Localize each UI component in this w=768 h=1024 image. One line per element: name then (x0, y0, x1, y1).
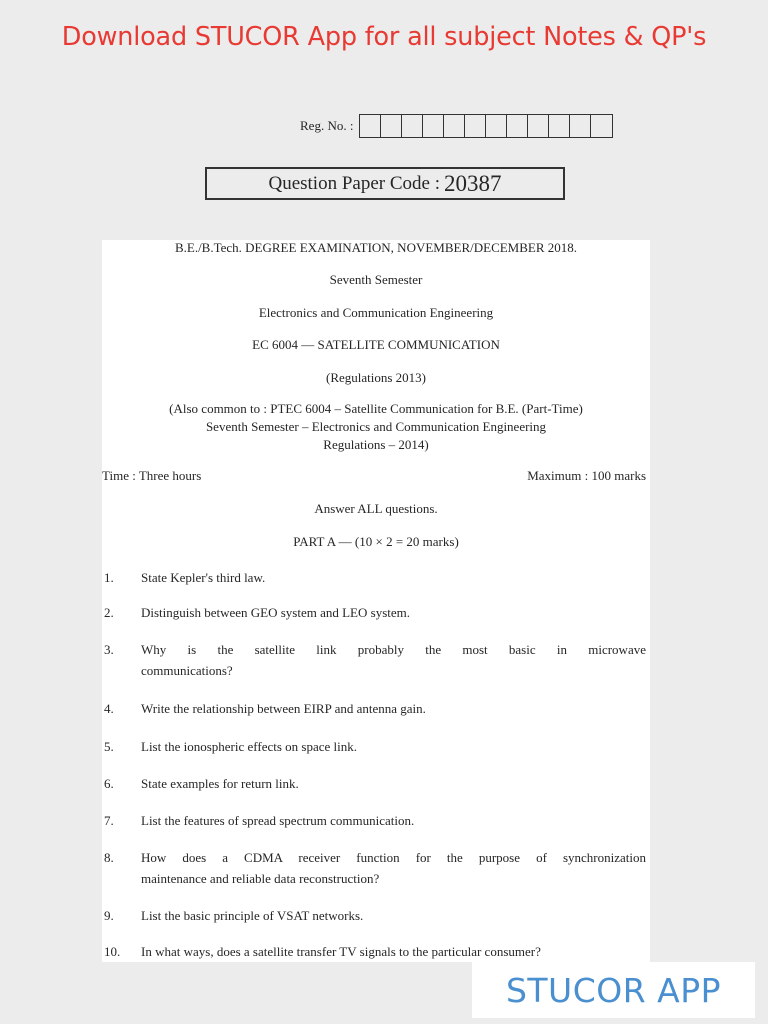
question-text: Distinguish between GEO system and LEO system. (141, 605, 410, 620)
question-number: 7. (104, 813, 114, 828)
part-a-heading: PART A — (10 × 2 = 20 marks) (293, 534, 459, 549)
reg-no-box (465, 115, 486, 137)
question-text: State Kepler's third law. (141, 570, 266, 585)
question-text: Write the relationship between EIRP and antenna gain. (141, 701, 426, 716)
question-text-line: Why is the satellite link probably the most basic in microwave (141, 642, 646, 657)
reg-no-box (402, 115, 423, 137)
question-number: 2. (104, 605, 114, 620)
reg-no-box (528, 115, 549, 137)
reg-no-box (360, 115, 381, 137)
reg-no-box (423, 115, 444, 137)
question-text: State examples for return link. (141, 776, 299, 791)
question-text-line: maintenance and reliable data reconstruction? (141, 871, 380, 886)
semester-line: Seventh Semester (329, 272, 423, 287)
time-label: Time : Three hours (102, 468, 202, 483)
reg-no-box (486, 115, 507, 137)
question-number: 6. (104, 776, 114, 791)
question-number: 5. (104, 739, 114, 754)
common-note-line-2: Seventh Semester – Electronics and Communication Engineering (205, 419, 547, 434)
question-text-line: How does a CDMA receiver function for the purpose of synchronization (141, 850, 646, 865)
reg-no-box (507, 115, 528, 137)
question-number: 4. (104, 701, 114, 716)
question-paper-code-label: Question Paper Code : (268, 172, 440, 194)
reg-no-box (381, 115, 402, 137)
question-number: 8. (104, 850, 114, 865)
exam-title: B.E./B.Tech. DEGREE EXAMINATION, NOVEMBER/DECEMBER 2018. (174, 240, 578, 255)
question-text: List the ionospheric effects on space link. (141, 739, 358, 754)
question-text: List the basic principle of VSAT networks. (141, 908, 364, 923)
question-text: List the features of spread spectrum communication. (141, 813, 415, 828)
subject-line: EC 6004 — SATELLITE COMMUNICATION (252, 337, 500, 352)
reg-no-label: Reg. No. : (300, 118, 354, 133)
branch-line: Electronics and Communication Engineering (258, 305, 494, 320)
reg-no-box (591, 115, 612, 137)
question-number: 3. (104, 642, 114, 657)
max-marks-label: Maximum : 100 marks (527, 468, 646, 483)
regulations-line: (Regulations 2013) (325, 370, 426, 385)
stucor-app-logo[interactable]: STUCOR APP (472, 962, 755, 1018)
question-number: 1. (104, 570, 114, 585)
common-note-line-1: (Also common to : PTEC 6004 – Satellite Communication for B.E. (Part-Time) (169, 401, 583, 416)
reg-no-boxes (359, 114, 613, 138)
reg-no-box (549, 115, 570, 137)
download-banner[interactable]: Download STUCOR App for all subject Notes & QP's (61, 22, 707, 52)
question-paper-sheet (102, 240, 650, 962)
question-text (141, 639, 646, 681)
question-paper-code: 20387 (444, 170, 502, 196)
time-marks-row (102, 468, 646, 484)
instruction-line: Answer ALL questions. (314, 501, 438, 516)
question-number: 10. (104, 944, 121, 959)
question-text: In what ways, does a satellite transfer TV signals to the particular consumer? (141, 944, 541, 959)
question-text (141, 847, 646, 889)
common-note-line-3: Regulations – 2014) (323, 437, 429, 452)
question-text-line: communications? (141, 663, 233, 678)
reg-no-box (444, 115, 465, 137)
register-number-field (300, 114, 613, 138)
reg-no-box (570, 115, 591, 137)
question-number: 9. (104, 908, 114, 923)
question-paper-code-box (205, 167, 565, 200)
